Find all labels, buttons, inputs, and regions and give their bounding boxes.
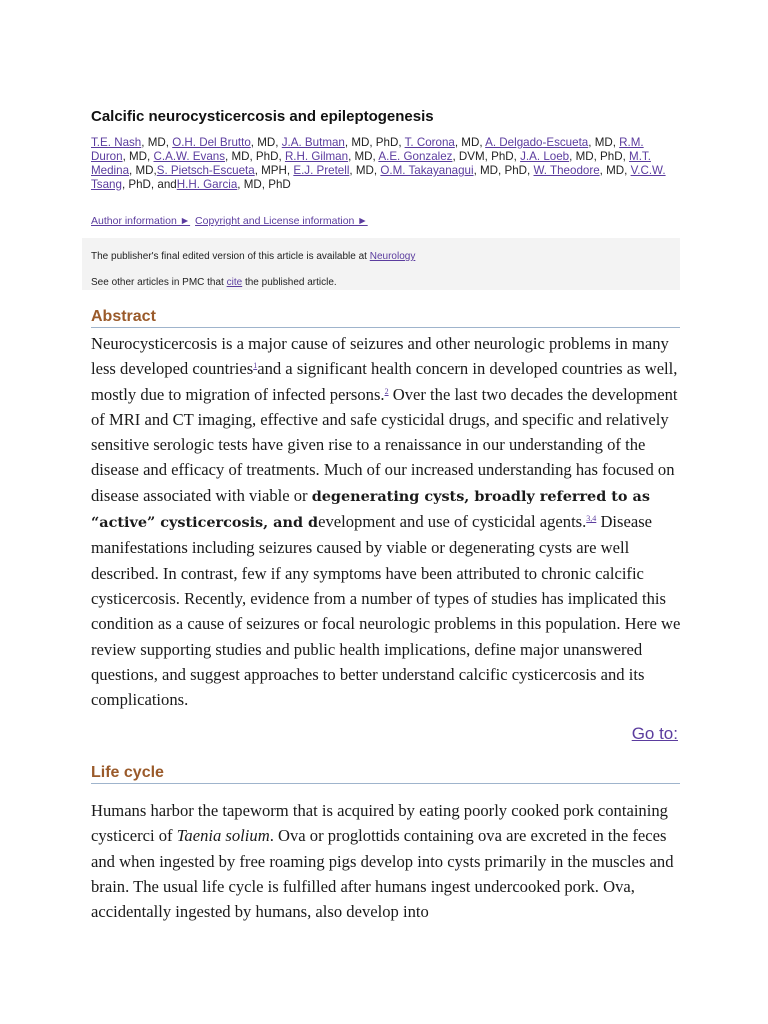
author-link[interactable]: J.A. Loeb xyxy=(520,150,570,163)
author-link[interactable]: S. Pietsch-Escueta xyxy=(156,164,255,177)
publisher-notice xyxy=(91,251,415,262)
author-link[interactable]: W. Theodore xyxy=(533,164,600,177)
life-cycle-text-1: Humans harbor the tapeworm that is acquired by eating poorly cooked pork containing cysticerci of xyxy=(91,801,668,846)
cite-notice-post: the published article. xyxy=(242,277,337,288)
cite-notice-pre: See other articles in PMC that xyxy=(91,277,227,288)
author-link[interactable]: V.C.W. Tsang xyxy=(91,164,666,191)
life-cycle-text-2: . Ova or proglottids containing ova are excreted in the feces and when ingested by free roaming pigs develop into cysts primarily in the muscles and brain. The usual life cycle is fulfilled after humans ingest undercooked pork. Ova, accidentally ingested by humans, also develop into xyxy=(91,826,674,922)
author-link[interactable]: A.E. Gonzalez xyxy=(378,150,453,163)
goto-link[interactable]: Go to: xyxy=(631,724,678,743)
author-link[interactable]: T.E. Nash xyxy=(91,136,142,149)
author-list xyxy=(91,136,681,192)
author-credentials: , MD, xyxy=(349,164,381,177)
author-link[interactable]: T. Corona xyxy=(404,136,455,149)
publisher-notice-text: The publisher's final edited version of this article is available at xyxy=(91,251,370,262)
publisher-notice-box xyxy=(82,238,680,290)
reference-link-3-4[interactable]: 3,4 xyxy=(586,514,597,524)
author-credentials: , MPH, xyxy=(254,164,294,177)
author-credentials: , MD, xyxy=(122,150,154,163)
abstract-text-4: degenerating cysts, broadly referred to as “active” cysticercosis, and d xyxy=(91,487,650,532)
abstract-text-1: Neurocysticercosis is a major cause of seizures and other neurologic problems in many less developed countries xyxy=(91,334,669,379)
author-credentials: , DVM, PhD, xyxy=(452,150,521,163)
cite-notice xyxy=(91,277,337,288)
copyright-license-link[interactable]: Copyright and License information ► xyxy=(195,215,368,227)
species-name: Taenia solium xyxy=(176,826,270,846)
author-credentials: , PhD, and xyxy=(121,178,177,191)
abstract-paragraph xyxy=(91,331,681,712)
article-title: Calcific neurocysticercosis and epileptogenesis xyxy=(91,108,434,125)
author-link[interactable]: O.M. Takayanagui xyxy=(380,164,474,177)
author-credentials: , MD, PhD, xyxy=(569,150,630,163)
life-cycle-paragraph xyxy=(91,798,681,924)
author-credentials: , MD, PhD, xyxy=(225,150,285,163)
author-link[interactable]: H.H. Garcia xyxy=(176,178,238,191)
author-link[interactable]: E.J. Pretell xyxy=(293,164,350,177)
author-link[interactable]: R.M. Duron xyxy=(91,136,644,163)
author-information-link[interactable]: Author information ► xyxy=(91,215,191,227)
author-link[interactable]: O.H. Del Brutto xyxy=(172,136,251,149)
author-link[interactable]: R.H. Gilman xyxy=(284,150,349,163)
author-credentials: , MD, xyxy=(599,164,631,177)
author-link[interactable]: M.T. Medina xyxy=(91,150,651,177)
author-credentials: , MD, xyxy=(250,136,282,149)
author-credentials: , MD, xyxy=(141,136,173,149)
abstract-text-5: evelopment and use of cysticidal agents. xyxy=(318,512,587,532)
abstract-heading: Abstract xyxy=(91,308,680,328)
author-credentials: , MD, PhD, xyxy=(344,136,405,149)
author-credentials: , MD, xyxy=(129,164,157,177)
reference-link-2[interactable]: 2 xyxy=(384,386,389,396)
author-credentials: , MD, xyxy=(588,136,620,149)
abstract-text-6: Disease manifestations including seizures caused by viable or degenerating cysts are well described. In contrast, few if any symptoms have been attributed to chronic calcific cysticercosis. Recently, evidence from a number of types of studies has implicated this condition as a cause of seizures or focal neurologic problems in this population. Here we review supporting studies and public health implications, define major unanswered questions, and suggest approaches to better understand calcific cysticercosis and its complications. xyxy=(91,512,681,710)
reference-link-1[interactable]: 1 xyxy=(253,361,258,371)
author-link[interactable]: J.A. Butman xyxy=(281,136,345,149)
author-credentials: , MD, xyxy=(454,136,486,149)
author-link[interactable]: C.A.W. Evans xyxy=(153,150,226,163)
author-credentials: , MD, xyxy=(348,150,379,163)
life-cycle-heading: Life cycle xyxy=(91,764,680,784)
author-credentials: , MD, PhD xyxy=(237,178,291,191)
article-info-links xyxy=(91,215,370,227)
neurology-link[interactable]: Neurology xyxy=(369,251,416,262)
author-link[interactable]: A. Delgado-Escueta xyxy=(485,136,589,149)
abstract-text-3: Over the last two decades the development of MRI and CT imaging, effective and safe cysticidal drugs, and specific and relatively sensitive serologic tests have given rise to a renaissance in our understanding of the disease and efficacy of treatments. Much of our increased understanding has focused on disease associated with viable or xyxy=(91,384,678,505)
cite-link[interactable]: cite xyxy=(226,277,243,288)
author-credentials: , MD, PhD, xyxy=(473,164,534,177)
abstract-text-2: and a significant health concern in developed countries as well, mostly due to migration of infected persons. xyxy=(91,359,678,404)
